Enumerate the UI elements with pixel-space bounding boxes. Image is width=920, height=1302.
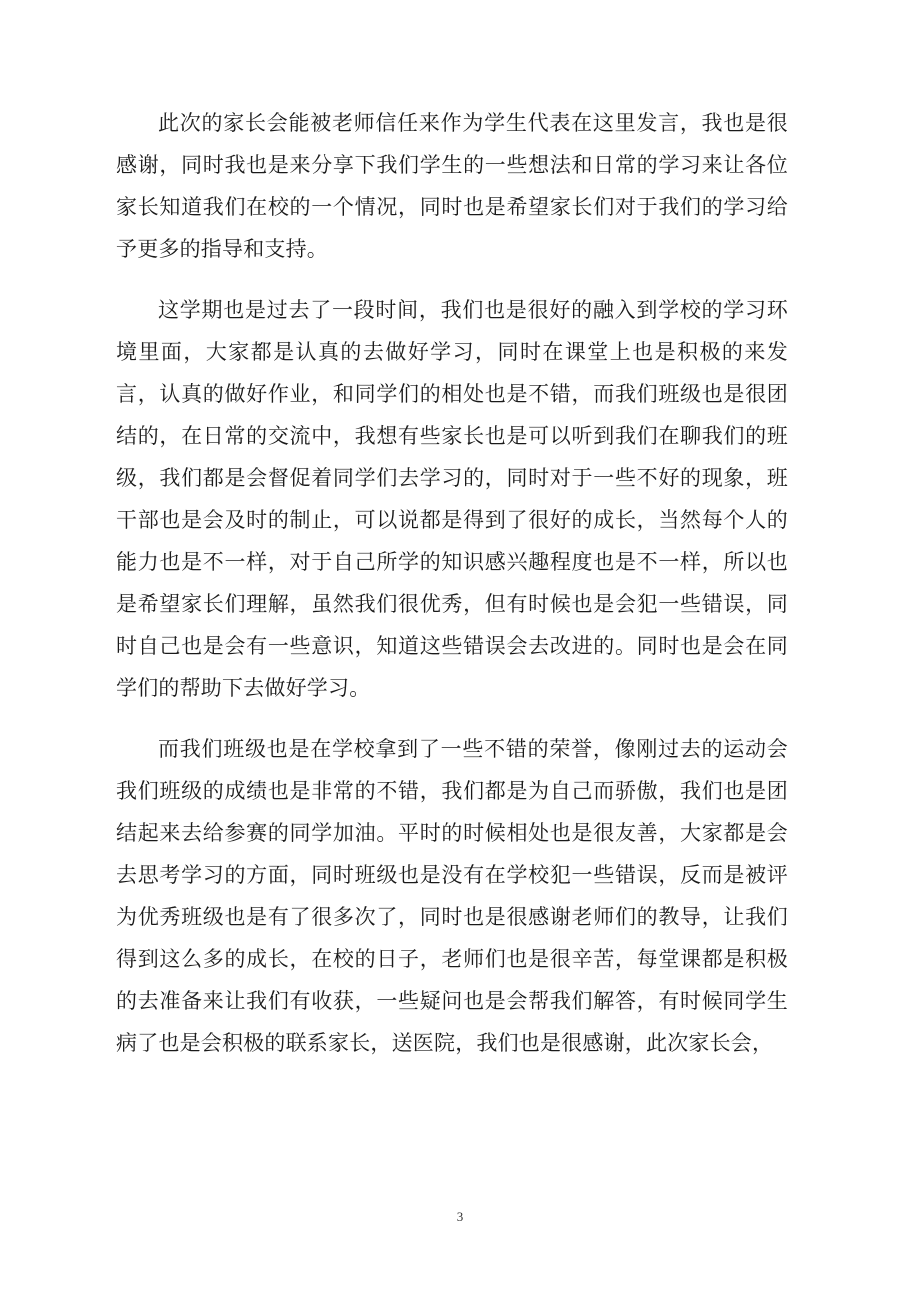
paragraph-1: 此次的家长会能被老师信任来作为学生代表在这里发言，我也是很感谢，同时我也是来分享下我们学生的一些想法和日常的学习来让各位家长知道我们在校的一个情况，同时也是希望家长们对于我们的学习给予更多的指导和支持。 bbox=[116, 111, 788, 261]
paragraph-3: 而我们班级也是在学校拿到了一些不错的荣誉，像刚过去的运动会我们班级的成绩也是非常的不错，我们都是为自己而骄傲，我们也是团结起来去给参赛的同学加油。平时的时候相处也是很友善，大家都是会去思考学习的方面，同时班级也是没有在学校犯一些错误，反而是被评为优秀班级也是有了很多次了，同时也是很感谢老师们的教导，让我们得到这么多的成长，在校的日子，老师们也是很辛苦，每堂课都是积极的去准备来让我们有收获，一些疑问也是会帮我们解答，有时候同学生病了也是会积极的联系家长，送医院，我们也是很感谢，此次家长会， bbox=[116, 737, 788, 1055]
page-number: 3 bbox=[456, 1209, 464, 1224]
paragraph-2: 这学期也是过去了一段时间，我们也是很好的融入到学校的学习环境里面，大家都是认真的去做好学习，同时在课堂上也是积极的来发言，认真的做好作业，和同学们的相处也是不错，而我们班级也是很团结的，在日常的交流中，我想有些家长也是可以听到我们在聊我们的班级，我们都是会督促着同学们去学习的，同时对于一些不好的现象，班干部也是会及时的制止，可以说都是得到了很好的成长，当然每个人的能力也是不一样，对于自己所学的知识感兴趣程度也是不一样，所以也是希望家长们理解，虽然我们很优秀，但有时候也是会犯一些错误，同时自己也是会有一些意识，知道这些错误会去改进的。同时也是会在同学们的帮助下去做好学习。 bbox=[116, 298, 788, 700]
body-text bbox=[116, 102, 788, 1083]
